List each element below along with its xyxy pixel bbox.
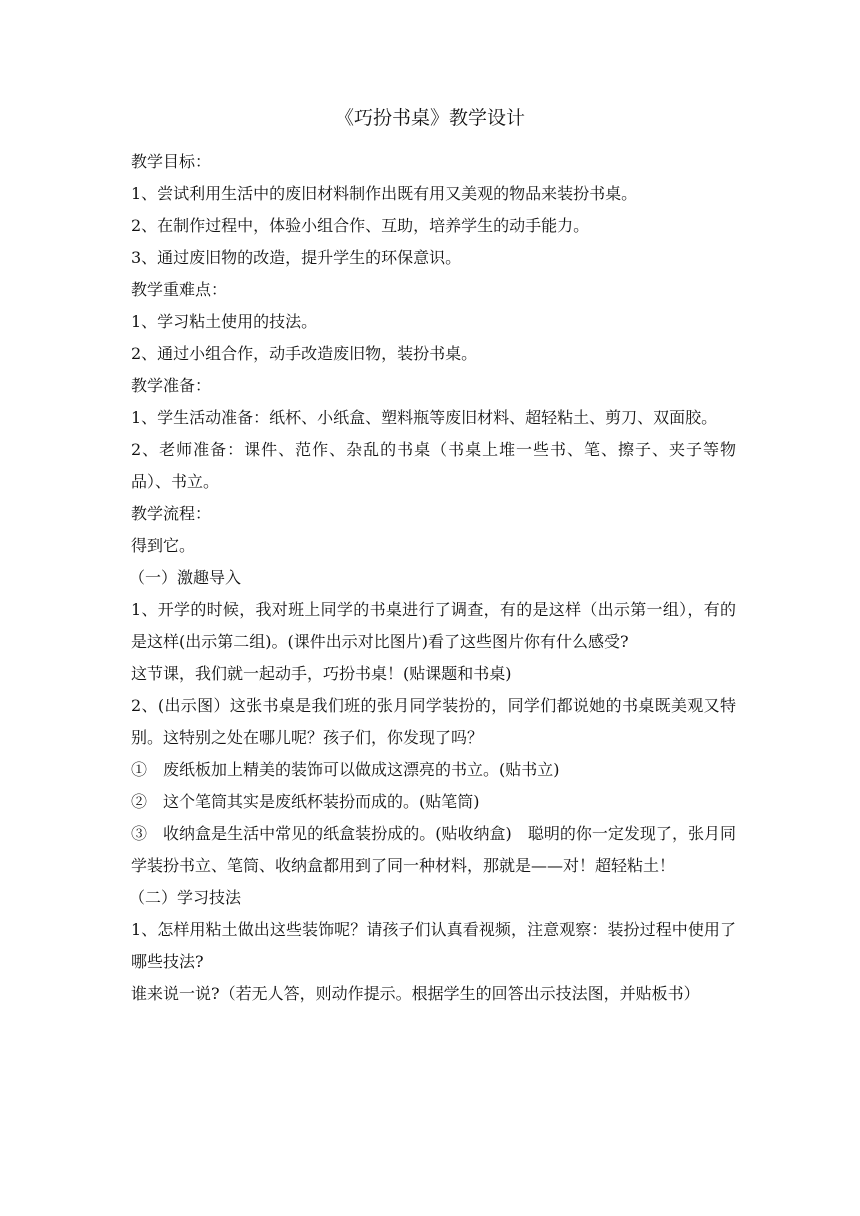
- paragraph: 这节课，我们就一起动手，巧扮书桌！(贴课题和书桌): [131, 664, 512, 683]
- key-point-item: 2、通过小组合作，动手改造废旧物，装扮书桌。: [131, 344, 478, 363]
- key-point-item: 1、学习粘土使用的技法。: [131, 312, 318, 331]
- objective-item: 1、尝试利用生活中的废旧材料制作出既有用又美观的物品来装扮书桌。: [131, 184, 638, 203]
- process-heading: 教学流程：: [131, 504, 212, 523]
- numbered-item: ① 废纸板加上精美的装饰可以做成这漂亮的书立。(贴书立): [131, 760, 560, 779]
- objectives-heading: 教学目标：: [131, 152, 212, 171]
- paragraph: 1、开学的时候，我对班上同学的书桌进行了调查，有的是这样（出示第一组），有的是这样(出示第二组)。(课件出示对比图片)看了这些图片你有什么感受?: [131, 600, 736, 651]
- key-points-heading: 教学重难点：: [131, 280, 228, 299]
- section-title: （一）激趣导入: [129, 568, 242, 587]
- document-title: 《巧扮书桌》教学设计: [334, 107, 525, 129]
- paragraph: 谁来说一说?（若无人答，则动作提示。根据学生的回答出示技法图，并贴板书）: [131, 984, 700, 1003]
- preparation-heading: 教学准备：: [131, 376, 212, 395]
- preparation-item: 1、学生活动准备：纸杯、小纸盒、塑料瓶等废旧材料、超轻粘土、剪刀、双面胶。: [131, 408, 718, 427]
- process-intro-line: 得到它。: [131, 536, 196, 555]
- section-title: （二）学习技法: [129, 888, 242, 907]
- objective-item: 2、在制作过程中，体验小组合作、互助，培养学生的动手能力。: [131, 216, 590, 235]
- numbered-item: ③ 收纳盒是生活中常见的纸盒装扮成的。(贴收纳盒) 聪明的你一定发现了，张月同学装扮书立、笔筒、收纳盒都用到了同一种材料，那就是——对！超轻粘土！: [131, 824, 736, 875]
- paragraph: 2、(出示图）这张书桌是我们班的张月同学装扮的，同学们都说她的书桌既美观又特别。这特别之处在哪儿呢？孩子们，你发现了吗？: [131, 696, 736, 747]
- document-body: [131, 146, 736, 1010]
- objective-item: 3、通过废旧物的改造，提升学生的环保意识。: [131, 248, 462, 267]
- numbered-item: ② 这个笔筒其实是废纸杯装扮而成的。(贴笔筒): [131, 792, 480, 811]
- preparation-item: 2、老师准备：课件、范作、杂乱的书桌（书桌上堆一些书、笔、擦子、夹子等物品）、书立。: [131, 440, 736, 491]
- paragraph: 1、怎样用粘土做出这些装饰呢？请孩子们认真看视频，注意观察：装扮过程中使用了哪些技法?: [131, 920, 736, 971]
